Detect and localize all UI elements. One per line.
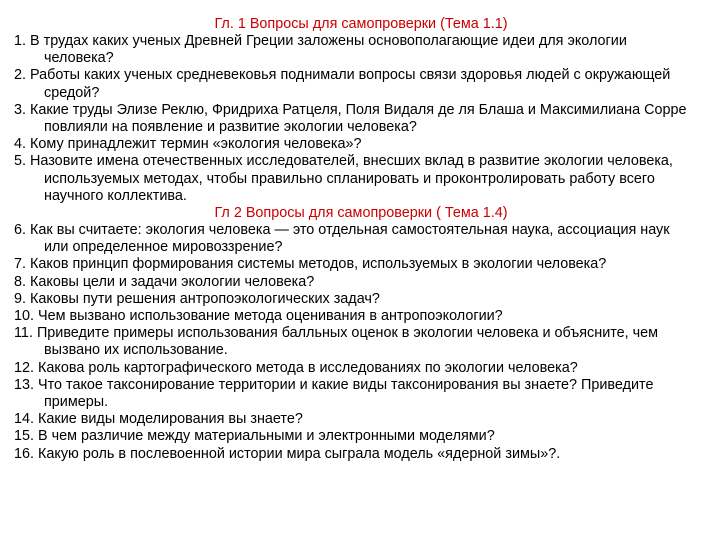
- question-text: Чем вызвано использование метода оценивания в антропоэкологии?: [38, 308, 503, 325]
- question-item: [14, 33, 690, 67]
- question-item: [14, 428, 690, 445]
- question-text: Какую роль в послевоенной истории мира сыграла модель «ядерной зимы»?.: [38, 445, 561, 462]
- question-item: [14, 308, 690, 325]
- question-text: Назовите имена отечественных исследователей, внесших вклад в развитие экологии человека, используемых методах, чтобы правильно спланировать и проконтролировать работу всего научного коллектива.: [30, 153, 673, 204]
- question-item: [14, 411, 690, 428]
- question-number: 6.: [14, 222, 27, 239]
- question-item: [14, 67, 690, 101]
- question-text: Кому принадлежит термин «экология человека»?: [30, 136, 362, 153]
- section-heading: Гл. 1 Вопросы для самопроверки (Тема 1.1): [214, 16, 508, 32]
- question-item: [14, 153, 690, 205]
- question-number: 8.: [14, 273, 27, 290]
- question-item: [14, 291, 690, 308]
- question-item: [14, 325, 690, 359]
- question-number: 15.: [14, 428, 35, 445]
- question-text: В трудах каких ученых Древней Греции заложены основополагающие идеи для экологии человека?: [30, 33, 627, 67]
- question-item: [14, 274, 690, 291]
- question-text: Какие виды моделирования вы знаете?: [38, 411, 303, 428]
- question-number: 14.: [14, 411, 35, 428]
- question-number: 9.: [14, 290, 27, 307]
- question-number: 2.: [14, 67, 27, 84]
- question-item: [14, 446, 690, 463]
- section-1: [14, 16, 690, 205]
- question-text: Каков принцип формирования системы методов, используемых в экологии человека?: [30, 256, 607, 273]
- question-text: Приведите примеры использования балльных оценок в экологии человека и объясните, чем вызвано их использование.: [36, 325, 659, 359]
- question-item: [14, 136, 690, 153]
- section-2: [14, 205, 690, 463]
- question-list: [14, 33, 690, 205]
- question-text: Как вы считаете: экология человека — это отдельная самостоятельная наука, ассоциация наук или определенное мировоззрение?: [30, 222, 670, 256]
- question-number: 10.: [14, 308, 35, 325]
- question-text: В чем различие между материальными и электронными моделями?: [38, 428, 495, 445]
- question-number: 11.: [14, 325, 33, 342]
- question-number: 7.: [14, 256, 27, 273]
- question-item: [14, 102, 690, 136]
- question-number: 16.: [14, 445, 35, 462]
- question-number: 4.: [14, 136, 27, 153]
- question-text: Работы каких ученых средневековья поднимали вопросы связи здоровья людей с окружающей средой?: [30, 67, 671, 101]
- question-list: [14, 222, 690, 463]
- question-text: Каковы пути решения антропоэкологических задач?: [30, 290, 380, 307]
- question-number: 5.: [14, 153, 27, 170]
- question-text: Какие труды Элизе Реклю, Фридриха Ратцеля, Поля Видаля де ля Блаша и Максимилиана Сорре повлияли на появление и развитие экологии человека?: [30, 101, 687, 136]
- question-number: 1.: [14, 33, 27, 49]
- question-item: [14, 360, 690, 377]
- section-heading: Гл 2 Вопросы для самопроверки ( Тема 1.4): [214, 205, 508, 222]
- question-number: 12.: [14, 359, 35, 376]
- question-item: [14, 377, 690, 411]
- question-text: Какова роль картографического метода в исследованиях по экологии человека?: [38, 359, 578, 376]
- question-number: 13.: [14, 376, 35, 393]
- question-number: 3.: [14, 101, 27, 118]
- question-item: [14, 256, 690, 273]
- question-text: Каковы цели и задачи экологии человека?: [30, 273, 315, 290]
- question-item: [14, 222, 690, 256]
- question-text: Что такое таксонирование территории и какие виды таксонирования вы знаете? Приведите примеры.: [38, 376, 654, 411]
